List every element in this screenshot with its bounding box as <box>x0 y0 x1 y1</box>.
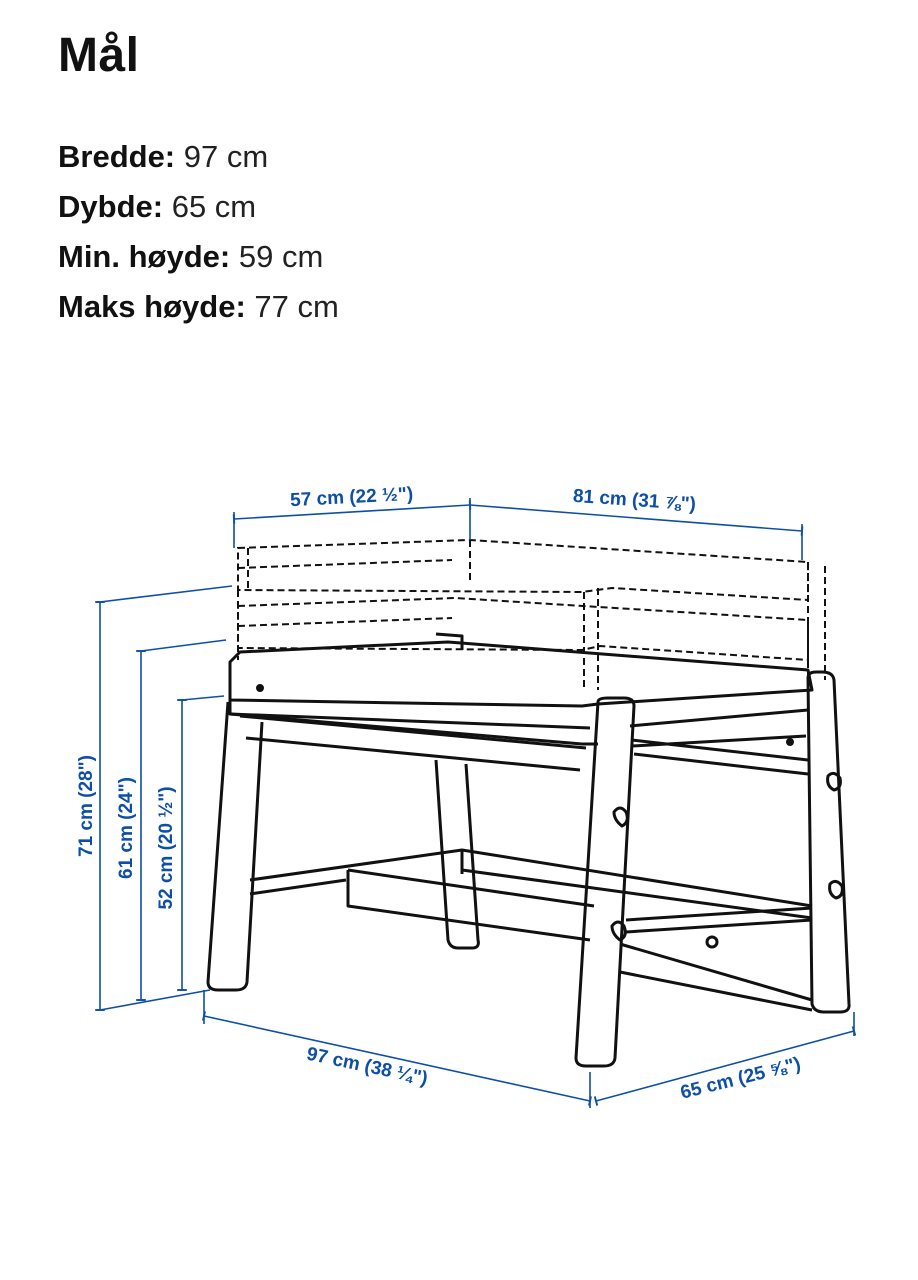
dim-label-top-left: 57 cm (22 ½") <box>289 483 414 512</box>
spec-value: 77 cm <box>254 289 339 324</box>
spec-label: Bredde: <box>58 139 176 174</box>
dim-label-height-mid: 61 cm (24") <box>116 777 137 879</box>
page-title: Mål <box>58 29 140 82</box>
dim-label-height-max: 71 cm (28") <box>76 755 97 857</box>
dimension-lines <box>100 498 854 1108</box>
dim-label-width: 97 cm (38 ¼") <box>304 1043 430 1090</box>
dim-label-top-right: 81 cm (31 ⅞") <box>572 485 697 516</box>
spec-value: 59 cm <box>238 239 324 274</box>
dim-label-depth: 65 cm (25 ⅝") <box>678 1053 803 1104</box>
spec-label: Maks høyde: <box>58 289 246 324</box>
dim-label-height-min: 52 cm (20 ½") <box>156 786 177 910</box>
spec-value: 97 cm <box>183 139 269 174</box>
spec-value: 65 cm <box>171 189 257 224</box>
spec-label: Dybde: <box>58 189 164 224</box>
desk-outline <box>208 634 849 1066</box>
raised-top-outline <box>238 540 825 690</box>
spec-label: Min. høyde: <box>58 239 231 274</box>
